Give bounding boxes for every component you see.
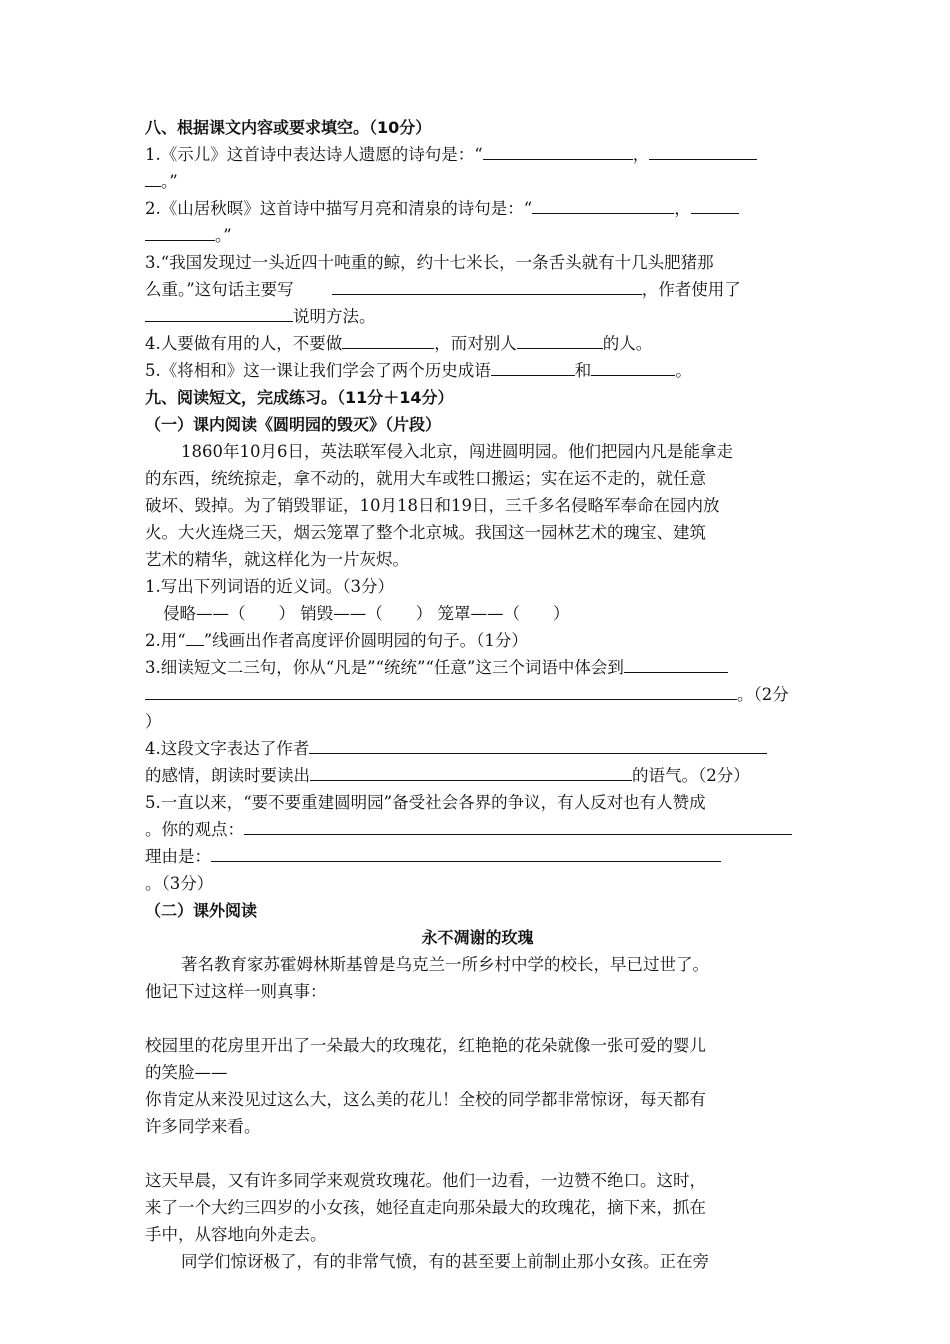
s8-q3-end: 说明方法。 (293, 307, 376, 326)
s9-q3-blank-2[interactable] (145, 681, 737, 700)
s8-q4-end: 的人。 (602, 334, 653, 353)
s8-q3-text: 么重。”这句话主要写 (145, 280, 294, 299)
s8-q5-blank-1[interactable] (491, 357, 575, 376)
s9-q2 (145, 627, 810, 654)
s8-q3-blank-2[interactable] (145, 303, 293, 322)
s8-q2-blank-2[interactable] (691, 195, 739, 214)
s9-q5-reason-blank[interactable] (211, 843, 721, 862)
s8-q2-line2 (145, 222, 810, 249)
s9-q2-text-2: ”线画出作者高度评价圆明园的句子。（1分） (203, 631, 528, 650)
s8-q1-blank-1[interactable] (483, 141, 633, 160)
s8-q3-line2 (145, 276, 810, 303)
exam-page (145, 114, 810, 1275)
s8-q2-blank-2b[interactable] (145, 222, 215, 241)
s8-q4-text-2: ，而对别人 (434, 334, 517, 353)
story-line: 著名教育家苏霍姆林斯基曾是乌克兰一所乡村中学的校长，早已过世了。 (181, 955, 709, 974)
s8-q1-line1 (145, 141, 810, 168)
s8-q3-line3 (145, 303, 810, 330)
s8-q2-line1 (145, 195, 810, 222)
section-9-title: 九、阅读短文，完成练习。（11分＋14分） (145, 388, 454, 407)
story-line: 来了一个大约三四岁的小女孩，她径直走向那朵最大的玫瑰花，摘下来，抓在 (145, 1198, 706, 1217)
s9-q2-underline-sample (186, 627, 204, 646)
passage-line: 1860年10月6日，英法联军侵入北京，闯进圆明园。他们把园内凡是能拿走 (181, 442, 733, 461)
story-line: 许多同学来看。 (145, 1117, 261, 1136)
s9-q4-text: 4.这段文字表达了作者 (145, 739, 310, 758)
story-line: 的笑脸—— (145, 1063, 228, 1082)
s9-q1-words: 侵略——（ ） 销毁——（ ） 笼罩——（ ） (163, 604, 570, 623)
story-line: 他记下过这样一则真事： (145, 982, 327, 1001)
s8-q5-and: 和 (574, 361, 592, 380)
s8-q1-line2 (145, 168, 810, 195)
s8-q5-text: 5.《将相和》这一课让我们学会了两个历史成语 (145, 361, 491, 380)
story-line: 你肯定从来没见过这么大，这么美的花儿！全校的同学都非常惊讶，每天都有 (145, 1090, 706, 1109)
s8-q4-blank-2[interactable] (517, 330, 603, 349)
s8-q4-blank-1[interactable] (342, 330, 434, 349)
s8-q4-text: 4.人要做有用的人，不要做 (145, 334, 343, 353)
s8-q4 (145, 330, 810, 357)
s8-q5 (145, 357, 810, 384)
s8-q3-text-2: ，作者使用了 (641, 280, 741, 299)
s8-q2-end: 。” (215, 226, 232, 245)
s8-q1-blank-2[interactable] (649, 141, 757, 160)
s8-q3-blank-1[interactable] (332, 276, 642, 295)
s9-q3-text: 3.细读短文二三句，你从“凡是”“统统”“任意”这三个词语中体会到 (145, 658, 624, 677)
s8-q5-blank-2[interactable] (591, 357, 675, 376)
s8-q3-line1: 3.“我国发现过一头近四十吨重的鲸，约十七米长，一条舌头就有十几头肥猪那 (145, 253, 714, 272)
story-title: 永不凋谢的玫瑰 (421, 928, 534, 947)
part-1-title: （一）课内阅读《圆明园的毁灭》（片段） (145, 415, 442, 434)
s9-q3-line3: ） (145, 712, 162, 731)
s9-q5-line3 (145, 843, 810, 870)
s9-q5-reason-label: 理由是： (145, 847, 211, 866)
s9-q5-opinion-label: 。你的观点： (145, 820, 244, 839)
story-line: 手中，从容地向外走去。 (145, 1225, 327, 1244)
s9-q3-blank-1[interactable] (624, 654, 728, 673)
s9-q5-line2 (145, 816, 810, 843)
s8-q1-text: 1.《示儿》这首诗中表达诗人遗愿的诗句是：“ (145, 145, 483, 164)
passage-line: 火。大火连烧三天，烟云笼罩了整个北京城。我国这一园林艺术的瑰宝、建筑 (145, 523, 706, 542)
s8-q5-end: 。 (675, 361, 692, 380)
s9-q5-line4: 。（3分） (145, 874, 214, 893)
s9-q4-blank-2[interactable] (310, 762, 632, 781)
s9-q5-line1: 5.一直以来，“要不要重建圆明园”备受社会各界的争议，有人反对也有人赞成 (145, 793, 706, 812)
passage-line: 艺术的精华，就这样化为一片灰烬。 (145, 550, 409, 569)
story-line: 这天早晨，又有许多同学来观赏玫瑰花。他们一边看，一边赞不绝口。这时， (145, 1171, 706, 1190)
s9-q4-blank-1[interactable] (309, 735, 767, 754)
s9-q4-text-2: 的感情，朗读时要读出 (145, 766, 310, 785)
s8-q2-text: 2.《山居秋暝》这首诗中描写月亮和清泉的诗句是：“ (145, 199, 533, 218)
part-2-title: （二）课外阅读 (145, 901, 258, 920)
s9-q4-end: 的语气。（2分） (632, 766, 750, 785)
s9-q2-text: 2.用“ (145, 631, 186, 650)
story-line: 同学们惊讶极了，有的非常气愤，有的甚至要上前制止那小女孩。正在旁 (181, 1252, 709, 1271)
s9-q3-line2 (145, 681, 810, 708)
s8-q1-comma: ， (632, 145, 650, 164)
s8-q1-end: 。” (161, 172, 178, 191)
s9-q3-line1 (145, 654, 810, 681)
s8-q2-blank-1[interactable] (532, 195, 674, 214)
s9-q4-line2 (145, 762, 810, 789)
s9-q4-line1 (145, 735, 810, 762)
s8-q2-comma: ， (674, 199, 691, 218)
s9-q5-opinion-blank[interactable] (244, 816, 792, 835)
passage-line: 破坏、毁掉。为了销毁罪证，10月18日和19日，三千多名侵略军奉命在园内放 (145, 496, 720, 515)
s9-q3-score: 。（2分 (737, 685, 789, 704)
passage-line: 的东西，统统掠走，拿不动的，就用大车或牲口搬运；实在运不走的，就任意 (145, 469, 706, 488)
story-line: 校园里的花房里开出了一朵最大的玫瑰花，红艳艳的花朵就像一张可爱的婴儿 (145, 1036, 706, 1055)
s9-q1: 1.写出下列词语的近义词。（3分） (145, 577, 394, 596)
s8-q1-blank-2b[interactable] (145, 168, 161, 187)
section-8-title: 八、根据课文内容或要求填空。（10分） (145, 118, 432, 137)
